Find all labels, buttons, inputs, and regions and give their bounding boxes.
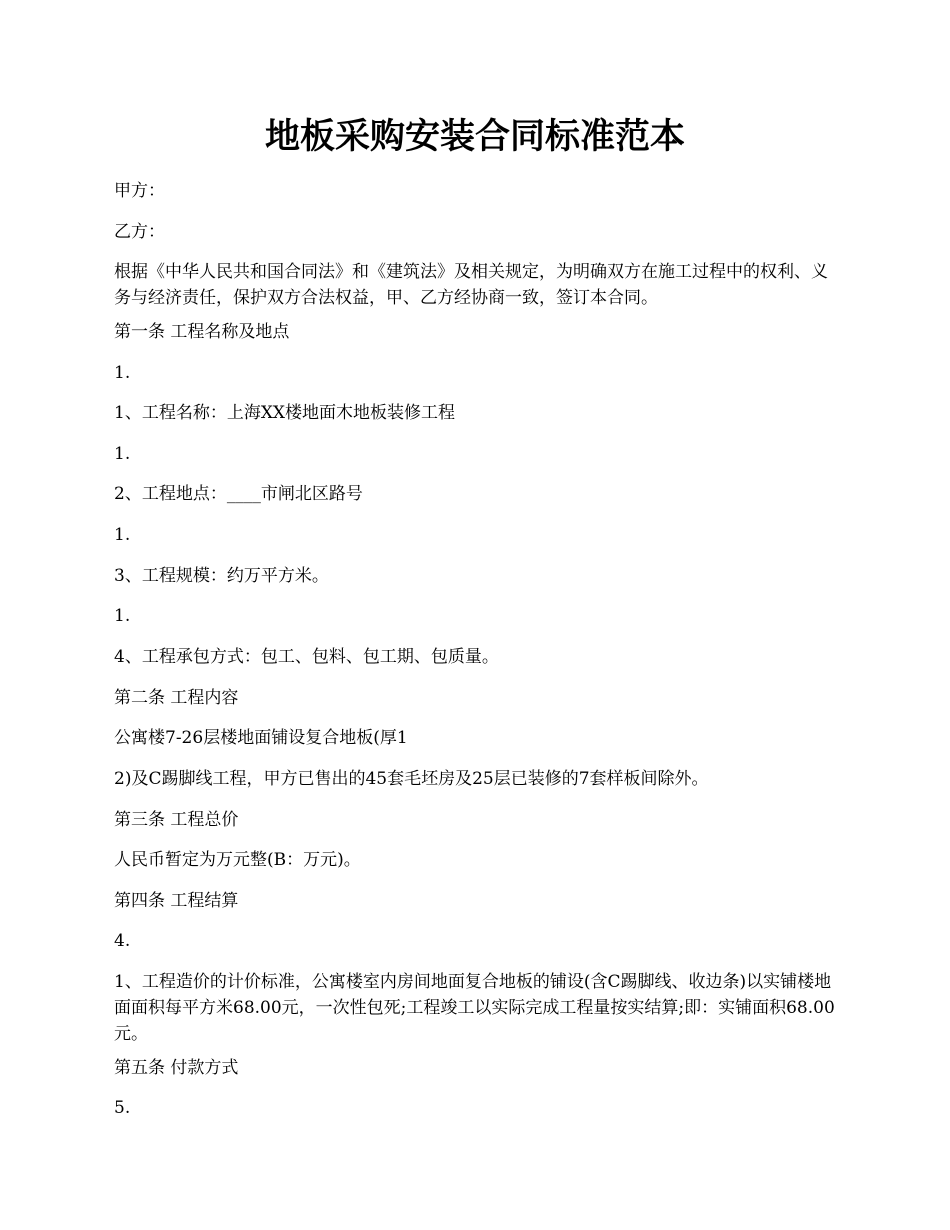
party-b-line: 乙方：: [114, 222, 165, 242]
article-5-heading: 第五条 付款方式: [114, 1058, 239, 1078]
project-name-clause: 1、工程名称：上海XX楼地面木地板装修工程: [114, 403, 456, 423]
list-number: 1.: [114, 444, 131, 464]
project-location-clause: 2、工程地点：____市闸北区路号: [114, 484, 363, 504]
article-2-heading: 第二条 工程内容: [114, 688, 239, 708]
article-1-heading: 第一条 工程名称及地点: [114, 322, 290, 342]
list-number: 1.: [114, 363, 131, 383]
scope-line-1: 公寓楼7-26层楼地面铺设复合地板(厚1: [114, 728, 408, 748]
article-4-heading: 第四条 工程结算: [114, 891, 239, 911]
party-a-line: 甲方：: [114, 181, 165, 201]
pricing-standard-clause: 1、工程造价的计价标准，公寓楼室内房间地面复合地板的铺设(含C踢脚线、收边条)以实铺楼地面面积每平方米68.00元，一次性包死;工程竣工以实际完成工程量按实结算;即：实铺面积68.00元。: [114, 972, 835, 1044]
document-title: 地板采购安装合同标准范本: [264, 116, 685, 157]
contract-method-clause: 4、工程承包方式：包工、包料、包工期、包质量。: [114, 647, 499, 667]
total-price-clause: 人民币暂定为万元整(B：万元)。: [114, 850, 361, 870]
list-number: 1.: [114, 525, 131, 545]
preamble-paragraph: 根据《中华人民共和国合同法》和《建筑法》及相关规定，为明确双方在施工过程中的权利、义务与经济责任，保护双方合法权益，甲、乙方经协商一致，签订本合同。: [114, 262, 828, 308]
list-number: 5.: [114, 1098, 131, 1118]
list-number: 4.: [114, 931, 131, 951]
scope-line-2: 2)及C踢脚线工程，甲方已售出的45套毛坯房及25层已装修的7套样板间除外。: [114, 769, 709, 789]
project-scale-clause: 3、工程规模：约万平方米。: [114, 566, 329, 586]
list-number: 1.: [114, 606, 131, 626]
article-3-heading: 第三条 工程总价: [114, 810, 239, 830]
